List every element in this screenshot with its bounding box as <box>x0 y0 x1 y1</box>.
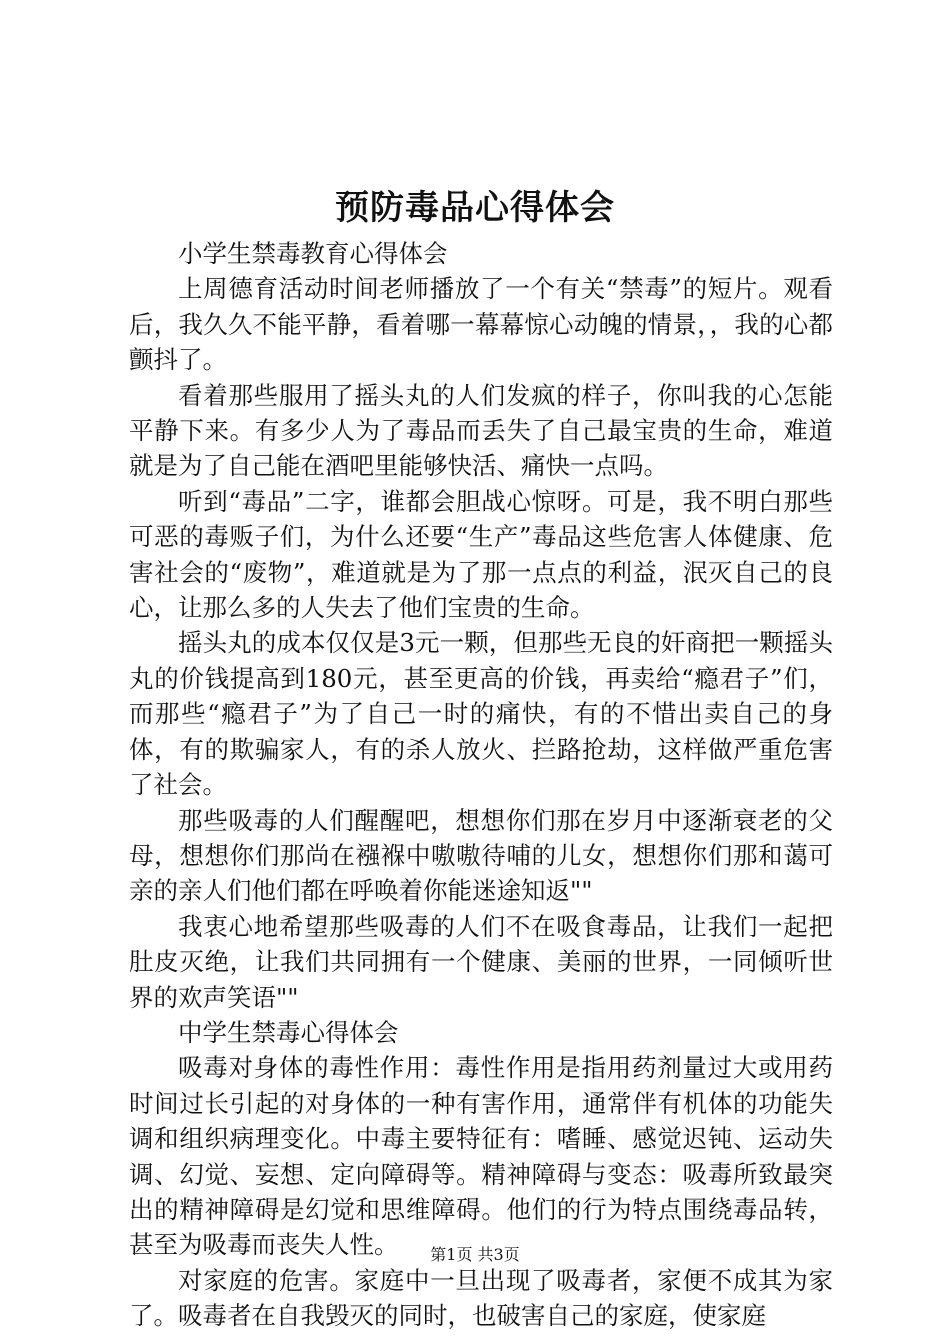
paragraph: 看着那些服用了摇头丸的人们发疯的样子，你叫我的心怎能平静下来。有多少人为了毒品而丢失了自己最宝贵的生命，难道就是为了自己能在酒吧里能够快活、痛快一点吗。 <box>129 380 833 481</box>
paragraph: 听到“毒品”二字，谁都会胆战心惊呀。可是，我不明白那些可恶的毒贩子们，为什么还要“生产”毒品这些危害人体健康、危害社会的“废物”，难道就是为了那一点点的利益，泯灭自己的良心，让那么多的人失去了他们宝贵的生命。 <box>129 486 833 623</box>
section-heading-primary-school: 小学生禁毒教育心得体会 <box>178 239 448 268</box>
paragraph: 吸毒对身体的毒性作用：毒性作用是指用药剂量过大或用药时间过长引起的对身体的一种有害作用，通常伴有机体的功能失调和组织病理变化。中毒主要特征有：嗜睡、感觉迟钝、运动失调、幻觉、妄想、定向障碍等。精神障碍与变态：吸毒所致最突出的精神障碍是幻觉和思维障碍。他们的行为特点围绕毒品转，甚至为吸毒而丧失人性。 <box>129 1053 833 1260</box>
page-number-footer: 第1页 共3页 <box>430 1245 520 1264</box>
paragraph: 那些吸毒的人们醒醒吧，想想你们那在岁月中逐渐衰老的父母，想想你们那尚在襁褓中嗷嗷待哺的儿女，想想你们那和蔼可亲的亲人们他们都在呼唤着你能迷途知返"" <box>129 805 833 906</box>
paragraph: 对家庭的危害。家庭中一旦出现了吸毒者，家便不成其为家了。吸毒者在自我毁灭的同时，也破害自己的家庭，使家庭 <box>129 1265 833 1331</box>
document-title: 预防毒品心得体会 <box>335 188 615 228</box>
document-body <box>129 236 833 1334</box>
paragraph: 我衷心地希望那些吸毒的人们不在吸食毒品，让我们一起把肚皮灭绝，让我们共同拥有一个健康、美丽的世界，一同倾听世界的欢声笑语"" <box>129 911 833 1012</box>
paragraph: 上周德育活动时间老师播放了一个有关“禁毒”的短片。观看后，我久久不能平静，看着哪一幕幕惊心动魄的情景，，我的心都颤抖了。 <box>129 274 833 375</box>
section-heading-middle-school: 中学生禁毒心得体会 <box>178 1017 399 1047</box>
paragraph: 摇头丸的成本仅仅是3元一颗，但那些无良的奸商把一颗摇头丸的价钱提高到180元，甚至更高的价钱，再卖给“瘾君子”们，而那些“瘾君子”为了自己一时的痛快，有的不惜出卖自己的身体，有的欺骗家人，有的杀人放火、拦路抢劫，这样做严重危害了社会。 <box>129 628 833 800</box>
